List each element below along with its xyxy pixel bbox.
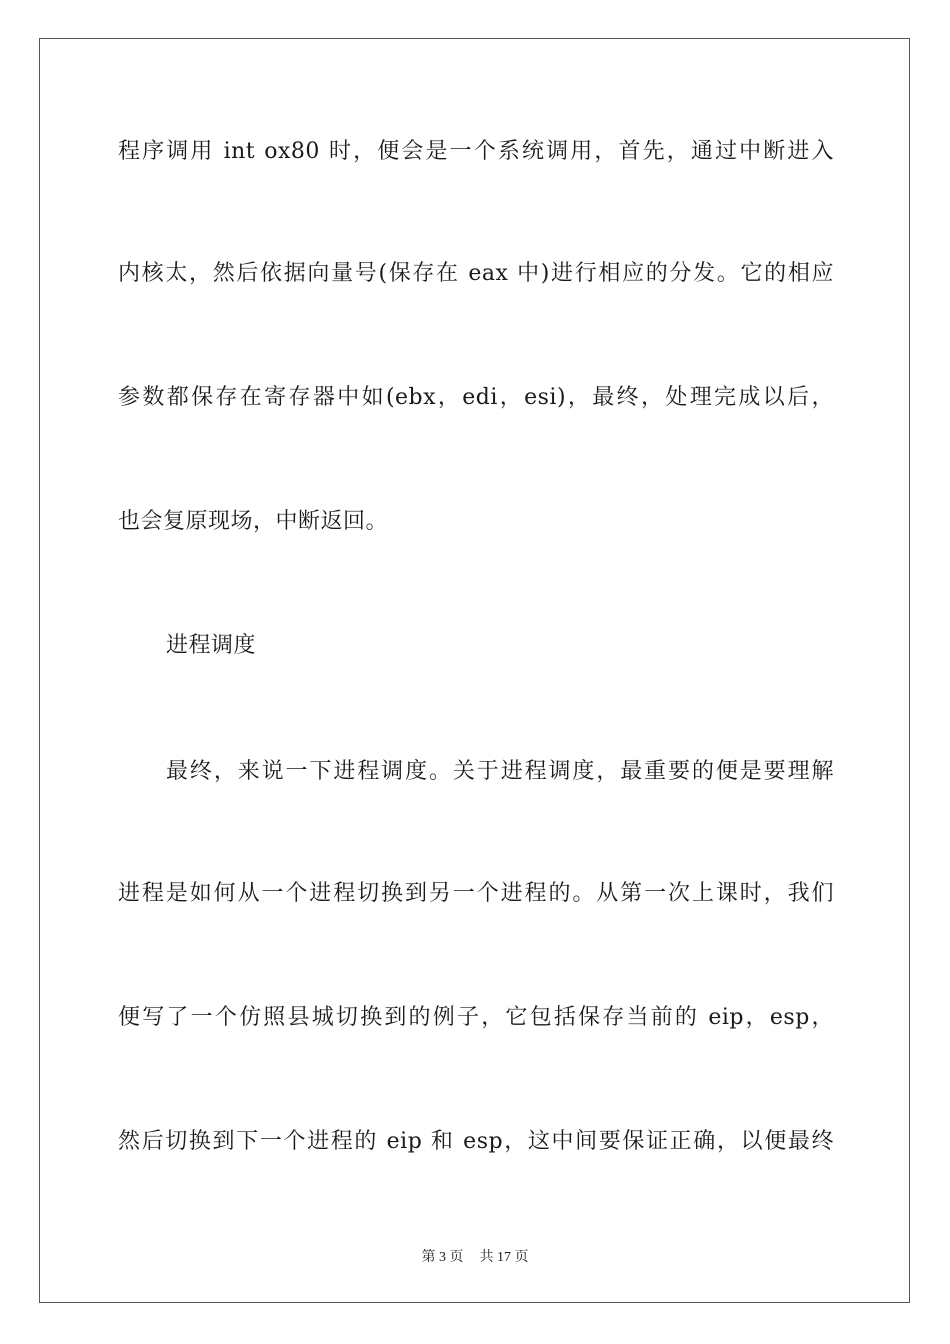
text-line-1: 程序调用 int ox80 时，便会是一个系统调用，首先，通过中断进入 [118, 139, 834, 164]
paragraph-line-2: 进程是如何从一个进程切换到另一个进程的。从第一次上课时，我们 [118, 881, 834, 906]
page-footer [0, 1246, 950, 1266]
total-pages: 共 17 页 [479, 1250, 529, 1265]
section-heading: 进程调度 [166, 633, 257, 658]
text-line-4: 也会复原现场，中断返回。 [118, 509, 389, 534]
paragraph-line-4: 然后切换到下一个进程的 eip 和 esp，这中间要保证正确，以便最终 [118, 1129, 834, 1154]
paragraph-line-1: 最终，来说一下进程调度。关于进程调度，最重要的便是要理解 [166, 759, 834, 784]
page-border [39, 38, 910, 1303]
text-line-2: 内核太，然后依据向量号(保存在 eax 中)进行相应的分发。它的相应 [118, 261, 834, 286]
paragraph-line-3: 便写了一个仿照县城切换到的例子，它包括保存当前的 eip，esp， [118, 1005, 834, 1030]
page-number: 第 3 页 [421, 1250, 464, 1265]
text-line-3: 参数都保存在寄存器中如(ebx，edi，esi)，最终，处理完成以后， [118, 385, 834, 410]
